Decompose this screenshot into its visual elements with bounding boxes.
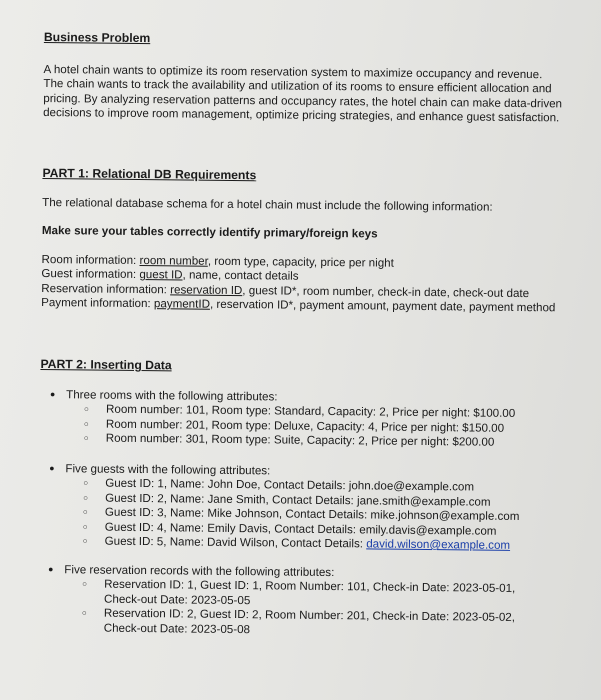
part2-section [38,357,561,640]
part2-heading: PART 2: Inserting Data [40,356,172,373]
list-item: ○ Reservation ID: 2, Guest ID: 2, Room Number: 201, Check-in Date: 2023-05-02, Check-out Date: 2023-05-08 [64,606,518,640]
room-information: Room information: room number, room type, capacity, price per night [41,252,394,270]
reservations-bullet [38,562,559,640]
rooms-list [66,402,560,451]
guests-list [65,476,560,554]
guests-bullet [39,461,560,553]
list-item: ○ Room number: 101, Room type: Standard, Capacity: 2, Price per night: $100.00 [66,402,560,422]
part1-note: Make sure your tables correctly identify primary/foreign keys [41,223,378,241]
guest-information: Guest information: guest ID, name, contact details [41,266,299,283]
list-item: ○ Room number: 201, Room type: Deluxe, Capacity: 4, Price per night: $150.00 [66,417,560,437]
list-item: ○ Guest ID: 1, Name: John Doe, Contact Details: john.doe@example.com [65,476,559,496]
reservation-information: Reservation information: reservation ID, guest ID*, room number, check-in date, check-out date [41,281,530,300]
list-item: ○ Reservation ID: 1, Guest ID: 1, Room Number: 101, Check-in Date: 2023-05-01, Check-out Date: 2023-05-05 [64,577,518,611]
list-item: ○ Room number: 301, Room type: Suite, Capacity: 2, Price per night: $200.00 [66,431,560,451]
reservations-title: Five reservation records with the following attributes: [64,562,335,579]
rooms-title: Three rooms with the following attributes: [66,387,278,403]
list-item: ○ Guest ID: 3, Name: Mike Johnson, Contact Details: mike.johnson@example.com [65,505,559,525]
guests-title: Five guests with the following attributes: [65,461,271,477]
list-item: ○ Guest ID: 2, Name: Jane Smith, Contact Details: jane.smith@example.com [65,491,559,511]
reservation-primary-key: reservation ID [170,282,243,297]
insert-data-list [38,387,561,640]
business-problem-section [43,30,564,126]
part1-section [41,166,562,316]
part1-heading: PART 1: Relational DB Requirements [42,165,257,183]
part1-intro: The relational database schema for a hotel chain must include the following information: [42,195,493,214]
email-link[interactable]: david.wilson@example.com [366,537,511,552]
list-item: ○ Guest ID: 4, Name: Emily Davis, Contact Details: emily.davis@example.com [65,520,559,540]
payment-information: Payment information: paymentID, reservation ID*, payment amount, payment date, payment method [41,295,556,315]
room-primary-key: room number [139,253,208,268]
requirements-list [41,252,562,315]
payment-primary-key: paymentID [153,297,211,311]
business-problem-text: A hotel chain wants to optimize its room reservation system to maximize occupancy and revenue. The chain wants to track the availability and utilization of its rooms to ensure efficient allocation and pricing. By analyzing reservation patterns and occupancy rates, the hotel chain can make data-driven decisions to improve room management, optimize pricing strategies, and enhance guest satisfaction. [43,62,563,125]
rooms-bullet [40,387,561,450]
business-problem-heading: Business Problem [43,30,151,46]
guest-primary-key: guest ID [139,268,183,282]
document-body [40,30,564,636]
reservations-list [64,577,559,640]
list-item: ○ Guest ID: 5, Name: David Wilson, Contact Details: david.wilson@example.com [65,534,559,554]
